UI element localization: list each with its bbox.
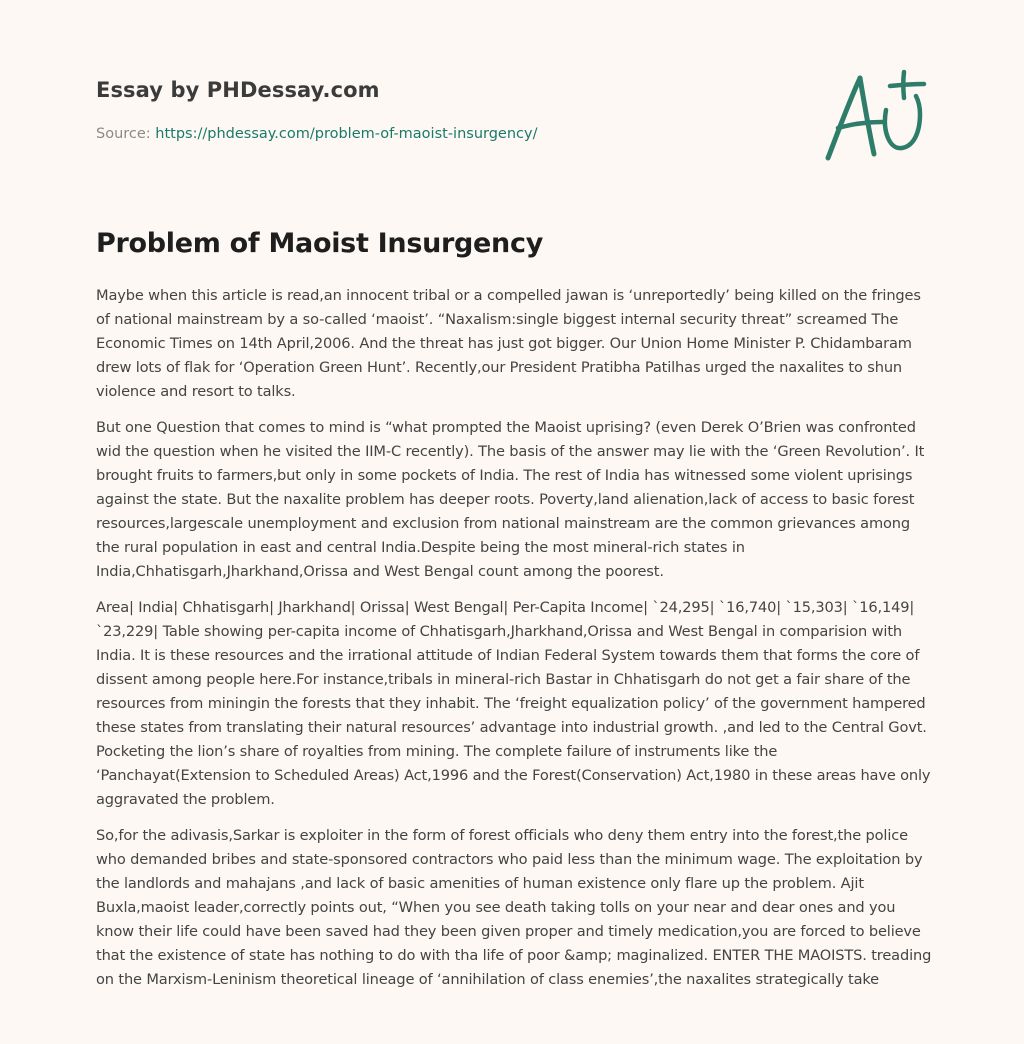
essay-paragraph: But one Question that comes to mind is “what prompted the Maoist uprising? (even Derek O’Brien was confronted wid the question when he visited the IIM-C recently). The basis of the answer may lie with the ‘Green Revolution’. It brought fruits to farmers,but only in some pockets of India. The rest of India has witnessed some violent uprisings against the state. But the naxalite problem has deeper roots. Poverty,land alienation,lack of access to basic forest resources,largescale unemployment and exclusion from national mainstream are the common grievances among the rural population in east and central India.Despite being the most mineral-rich states in India,Chhatisgarh,Jharkhand,Orissa and West Bengal count among the poorest.	[96, 419, 925, 580]
source-link[interactable]: https://phdessay.com/problem-of-maoist-insurgency/	[155, 126, 538, 142]
source-label: Source:	[96, 126, 156, 142]
essay-title: Problem of Maoist Insurgency	[96, 228, 543, 259]
a-plus-logo-icon	[820, 66, 932, 166]
essay-paragraph: Maybe when this article is read,an innocent tribal or a compelled jawan is ‘unreportedly’ being killed on the fringes of national mainstream by a so-called ‘maoist’. “Naxalism:single biggest internal security threat” screamed The Economic Times on 14th April,2006. And the threat has just got bigger. Our Union Home Minister P. Chidambaram drew lots of flak for ‘Operation Green Hunt’. Recently,our President Pratibha Patilhas urged the naxalites to shun violence and resort to talks.	[96, 287, 921, 400]
site-title: Essay by PHDessay.com	[96, 78, 380, 102]
essay-paragraph: Area| India| Chhatisgarh| Jharkhand| Orissa| West Bengal| Per-Capita Income| `24,295| `16,740| `15,303| `16,149| `23,229| Table showing per-capita income of Chhatisgarh,Jharkhand,Orissa and West Bengal in comparision with India. It is these resources and the irrational attitude of Indian Federal System towards them that forms the core of dissent among people here.For instance,tribals in mineral-rich Bastar in Chhatisgarh do not get a fair share of the resources from miningin the forests that they inhabit. The ‘freight equalization policy’ of the government hampered these states from translating their natural resources’ advantage into industrial growth. ,and led to the Central Govt. Pocketing the lion’s share of royalties from mining. The complete failure of instruments like the ‘Panchayat(Extension to Scheduled Areas) Act,1996 and the Forest(Conservation) Act,1980 in these areas have only aggravated the problem.	[96, 599, 931, 808]
essay-paragraph: So,for the adivasis,Sarkar is exploiter in the form of forest officials who deny them entry into the forest,the police who demanded bribes and state-sponsored contractors who paid less than the minimum wage. The exploitation by the landlords and mahajans ,and lack of basic amenities of human existence only flare up the problem. Ajit Buxla,maoist leader,correctly points out, “When you see death taking tolls on your near and dear ones and you know their life could have been saved had they been given proper and timely medication,you are forced to believe that the existence of state has nothing to do with tha life of poor &amp; maginalized. ENTER THE MAOISTS. treading on the Marxism-Leninism theoretical lineage of ‘annihilation of class enemies’,the naxalites strategically take	[96, 827, 932, 988]
source-line	[96, 124, 796, 144]
page-header	[96, 76, 796, 144]
essay-body	[96, 284, 932, 1004]
